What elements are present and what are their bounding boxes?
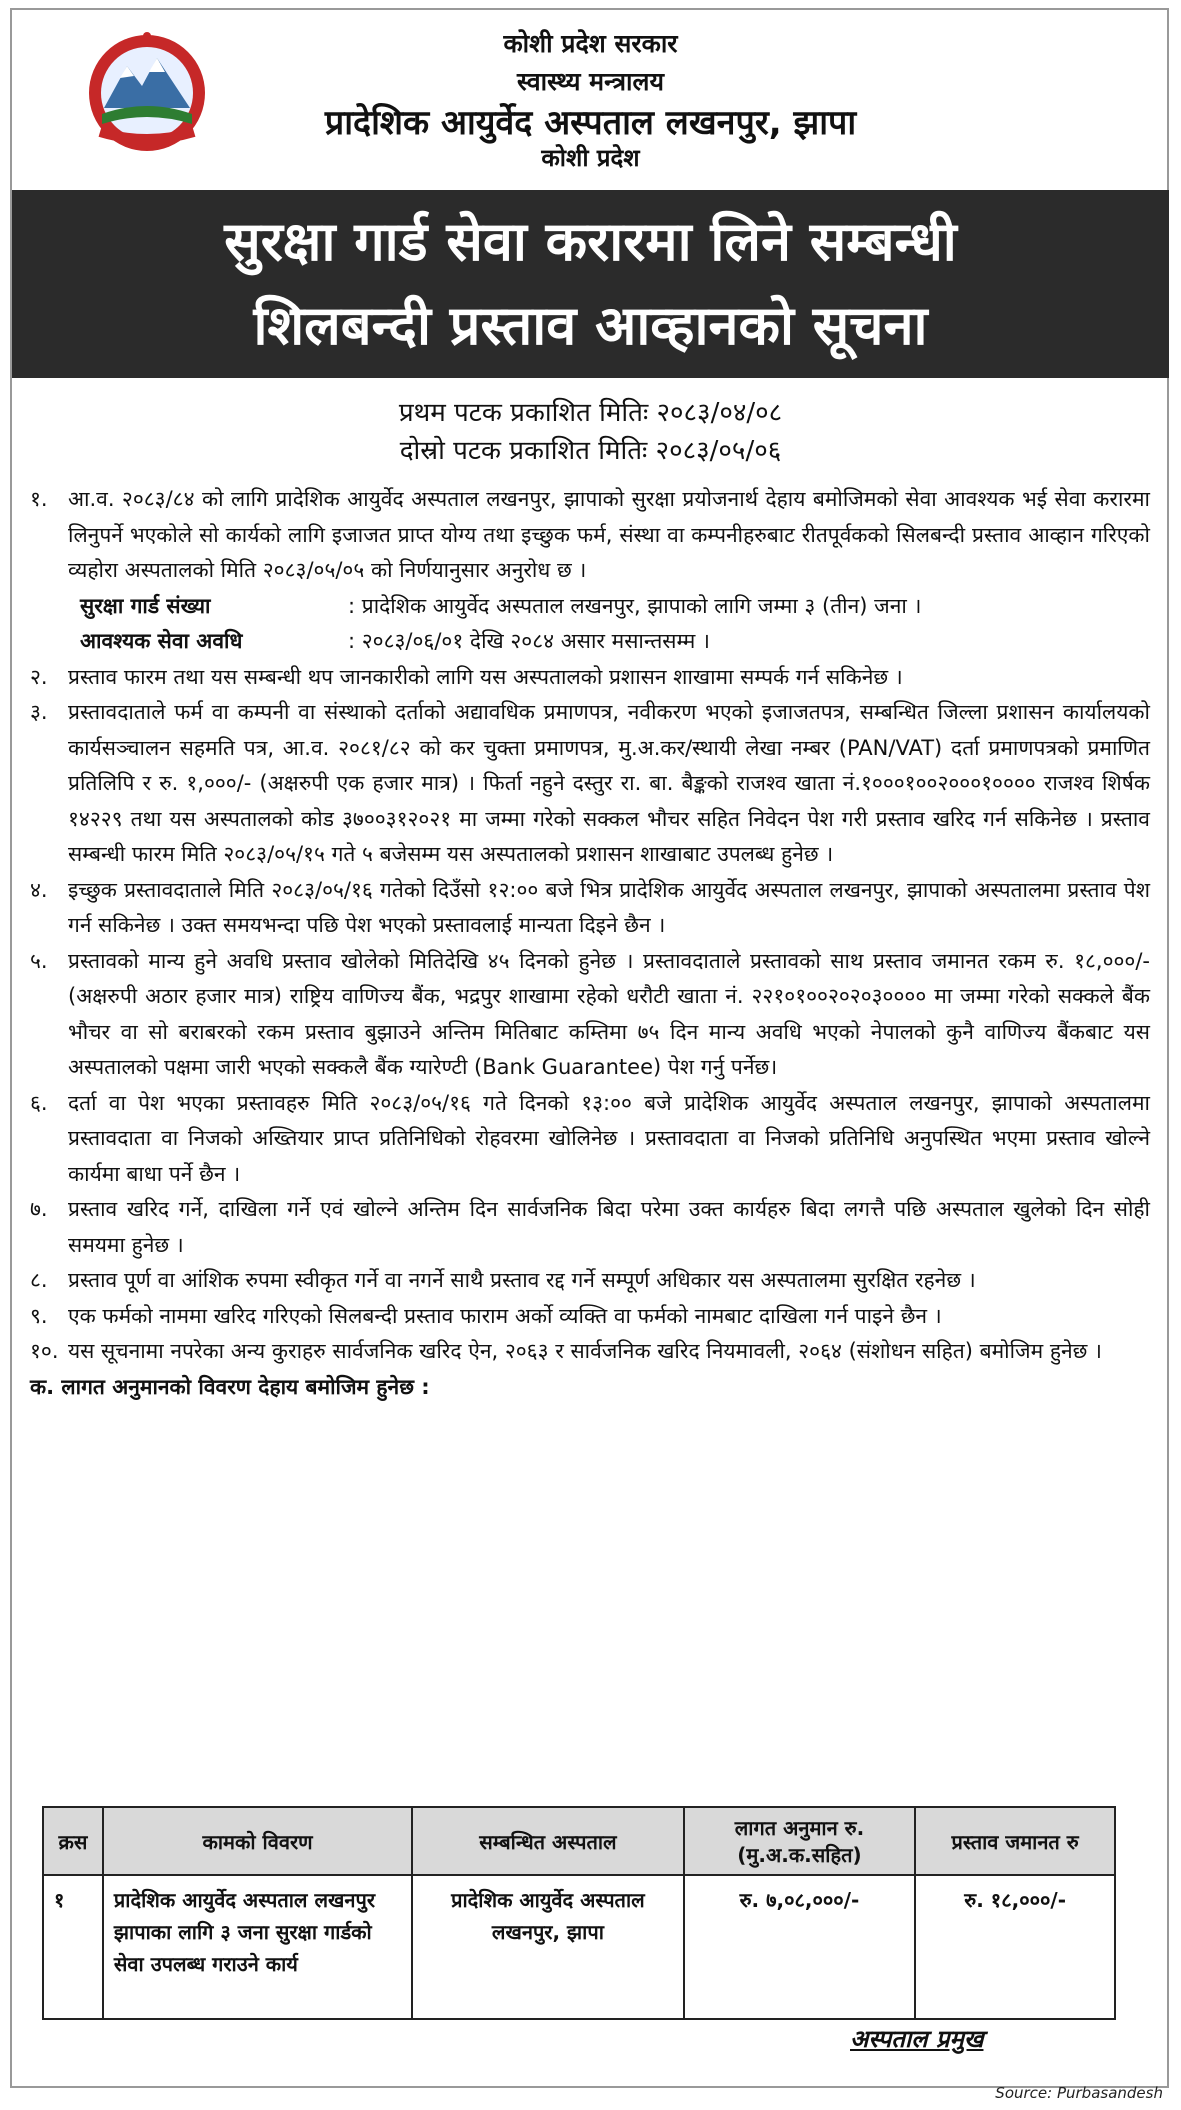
- paragraph-number: ५.: [30, 948, 48, 973]
- header-hospital-name: प्रादेशिक आयुर्वेद अस्पताल लखनपुर, झापा: [324, 103, 857, 143]
- notice-title-banner: [12, 190, 1169, 378]
- header-province-government: कोशी प्रदेश सरकार: [503, 29, 678, 58]
- column-header-serial: क्रस: [43, 1807, 103, 1875]
- paragraph-number: ६.: [30, 1090, 48, 1115]
- paragraph-2: [30, 660, 1150, 696]
- paragraph-number: ७.: [30, 1197, 48, 1221]
- cell-work-description: प्रादेशिक आयुर्वेद अस्पताल लखनपुर झापाका लागि ३ जना सुरक्षा गार्डको सेवा उपलब्ध गराउने कार्य: [103, 1875, 412, 2019]
- paragraph-text: आ.व. २०८३/८४ को लागि प्रादेशिक आयुर्वेद अस्पताल लखनपुर, झापाको सुरक्षा प्रयोजनार्थ देहाय बमोजिमको सेवा आवश्यक भई सेवा करारमा लिनुपर्ने भएकोले सो कार्यको लागि इजाजत प्राप्त योग्य तथा इच्छुक फर्म, संस्था वा कम्पनीहरुबाट रीतपूर्वकको सिलबन्दी प्रस्ताव आव्हान गरिएको व्यहोरा अस्पतालको मिति २०८३/०५/०५ को निर्णयानुसार अनुरोध छ ।: [68, 487, 1150, 582]
- notice-body: [30, 482, 1150, 1405]
- paragraph-text: यस सूचनामा नपरेका अन्य कुराहरु सार्वजनिक खरिद ऐन, २०६३ र सार्वजनिक खरिद नियमावली, २०६४ (संशोधन सहित) बमोजिम हुनेछ ।: [68, 1339, 1102, 1363]
- guard-count-line: [30, 589, 1150, 625]
- paragraph-3: [30, 695, 1150, 873]
- column-header-cost-estimate: लागत अनुमान रु. (मु.अ.क.सहित): [684, 1807, 916, 1875]
- paragraph-number: १.: [30, 487, 48, 511]
- service-period-line: [30, 624, 1150, 660]
- cost-estimate-heading: क. लागत अनुमानको विवरण देहाय बमोजिम हुनेछ :: [30, 1374, 430, 1399]
- paragraph-text: प्रस्ताव फारम तथा यस सम्बन्धी थप जानकारीको लागि यस अस्पतालको प्रशासन शाखामा सम्पर्क गर्न सकिनेछ ।: [68, 664, 903, 689]
- paragraph-1: [30, 482, 1150, 589]
- second-publication-date: दोस्रो पटक प्रकाशित मितिः २०८३/०५/०६: [399, 436, 782, 466]
- paragraph-number: ३.: [30, 700, 48, 724]
- header-province: कोशी प्रदेश: [541, 144, 640, 172]
- paragraph-number: ८.: [30, 1268, 48, 1292]
- paragraph-5: [30, 944, 1150, 1086]
- cell-bid-security: रु. १८,०००/-: [915, 1875, 1115, 2019]
- first-publication-date: प्रथम पटक प्रकाशित मितिः २०८३/०४/०८: [398, 398, 783, 428]
- paragraph-7: [30, 1192, 1150, 1263]
- service-period-value: : २०८३/०६/०१ देखि २०८४ असार मसान्तसम्म ।: [348, 629, 710, 653]
- paragraph-text: इच्छुक प्रस्तावदाताले मिति २०८३/०५/१६ गतेको दिउँसो १२:०० बजे भित्र प्रादेशिक आयुर्वेद अस्पताल लखनपुर, झापाको अस्पतालमा प्रस्ताव पेश गर्न सकिनेछ । उक्त समयभन्दा पछि पेश भएको प्रस्तावलाई मान्यता दिइने छैन ।: [68, 877, 1150, 937]
- paragraph-text: दर्ता वा पेश भएका प्रस्तावहरु मिति २०८३/०५/१६ गते दिनको १३:०० बजे प्रादेशिक आयुर्वेद अस्पताल लखनपुर, झापाको अस्पतालमा प्रस्तावदाता वा निजको अख्तियार प्राप्त प्रतिनिधिको रोहवरमा खोलिनेछ । प्रस्तावदाता वा निजको प्रतिनिधि अनुपस्थित भएमा प्रस्ताव खोल्ने कार्यमा बाधा पर्ने छैन ।: [68, 1090, 1150, 1186]
- paragraph-number: ९.: [30, 1303, 48, 1328]
- cell-cost-estimate: रु. ७,०८,०००/-: [684, 1875, 916, 2019]
- paragraph-text: प्रस्ताव खरिद गर्ने, दाखिला गर्ने एवं खोल्ने अन्तिम दिन सार्वजनिक बिदा परेमा उक्त कार्यहरु बिदा लगत्तै पछि अस्पताल खुलेको दिन सोही समयमा हुनेछ ।: [68, 1197, 1150, 1257]
- cost-estimate-table: [42, 1806, 1116, 2020]
- header-ministry: स्वास्थ्य मन्त्रालय: [517, 67, 664, 96]
- column-header-related-hospital: सम्बन्धित अस्पताल: [412, 1807, 683, 1875]
- table-row: [43, 1875, 1115, 2019]
- paragraph-4: [30, 873, 1150, 944]
- notice-title-line-2: शिलबन्दी प्रस्ताव आव्हानको सूचना: [253, 294, 928, 357]
- service-period-label: आवश्यक सेवा अवधि: [80, 629, 243, 653]
- paragraph-10: [30, 1334, 1150, 1370]
- column-header-bid-security: प्रस्ताव जमानत रु: [915, 1807, 1115, 1875]
- paragraph-number: ४.: [30, 877, 48, 902]
- guard-count-value: : प्रादेशिक आयुर्वेद अस्पताल लखनपुर, झापाको लागि जम्मा ३ (तीन) जना ।: [348, 593, 922, 618]
- source-credit: Source: Purbasandesh: [995, 2084, 1163, 2102]
- paragraph-text: प्रस्ताव पूर्ण वा आंशिक रुपमा स्वीकृत गर्ने वा नगर्ने साथै प्रस्ताव रद्द गर्ने सम्पूर्ण अधिकार यस अस्पतालमा सुरक्षित रहनेछ ।: [68, 1268, 976, 1292]
- paragraph-9: [30, 1299, 1150, 1335]
- hospital-chief-signature: अस्पताल प्रमुख: [850, 2025, 984, 2053]
- cell-serial: १: [43, 1875, 103, 2019]
- guard-count-label: सुरक्षा गार्ड संख्या: [80, 593, 211, 618]
- column-header-work-description: कामको विवरण: [103, 1807, 412, 1875]
- paragraph-6: [30, 1086, 1150, 1193]
- paragraph-text: प्रस्तावको मान्य हुने अवधि प्रस्ताव खोलेको मितिदेखि ४५ दिनको हुनेछ । प्रस्तावदाताले प्रस्तावको साथ प्रस्ताव जमानत रकम रु. १८,०००/-(अक्षरुपी अठार हजार मात्र) राष्ट्रिय वाणिज्य बैंक, भद्रपुर शाखामा रहेको धरौटी खाता नं. २२१०१००२०२०३०००० मा जम्मा गरेको सक्कले बैंक भौचर वा सो बराबरको रकम प्रस्ताव बुझाउने अन्तिम मितिबाट कम्तिमा ७५ दिन मान्य अवधि भएको नेपालको कुनै वाणिज्य बैंकबाट यस अस्पतालको पक्षमा जारी भएको सक्कलै बैंक ग्यारेण्टी (Bank Guarantee) पेश गर्नु पर्नेछ।: [68, 948, 1150, 1079]
- table-header-row: [43, 1807, 1115, 1875]
- paragraph-number: १०.: [30, 1339, 59, 1363]
- paragraph-number: २.: [30, 664, 48, 689]
- notice-title-line-1: सुरक्षा गार्ड सेवा करारमा लिने सम्बन्धी: [224, 210, 957, 273]
- cell-related-hospital: प्रादेशिक आयुर्वेद अस्पताल लखनपुर, झापा: [412, 1875, 683, 2019]
- paragraph-text: प्रस्तावदाताले फर्म वा कम्पनी वा संस्थाको दर्ताको अद्यावधिक प्रमाणपत्र, नवीकरण भएको इजाजतपत्र, सम्बन्धित जिल्ला प्रशासन कार्यालयको कार्यसञ्चालन सहमति पत्र, आ.व. २०८१/८२ को कर चुक्ता प्रमाणपत्र, मु.अ.कर/स्थायी लेखा नम्बर (PAN/VAT) दर्ता प्रमाणपत्रको प्रमाणित प्रतिलिपि र रु. १,०००/- (अक्षरुपी एक हजार मात्र) । फिर्ता नहुने दस्तुर रा. बा. बैङ्कको राजश्व खाता नं.१०००१००२०००१०००० राजश्व शिर्षक १४२२९ तथा यस अस्पतालको कोड ३७००३१२०२१ मा जम्मा गरेको सक्कल भौचर सहित निवेदन पेश गरी प्रस्ताव खरिद गर्न सकिनेछ । प्रस्ताव सम्बन्धी फारम मिति २०८३/०५/१५ गते ५ बजेसम्म यस अस्पतालको प्रशासन शाखाबाट उपलब्ध हुनेछ ।: [68, 700, 1150, 866]
- paragraph-8: [30, 1263, 1150, 1299]
- paragraph-text: एक फर्मको नाममा खरिद गरिएको सिलबन्दी प्रस्ताव फाराम अर्को व्यक्ति वा फर्मको नामबाट दाखिला गर्न पाइने छैन ।: [68, 1303, 942, 1328]
